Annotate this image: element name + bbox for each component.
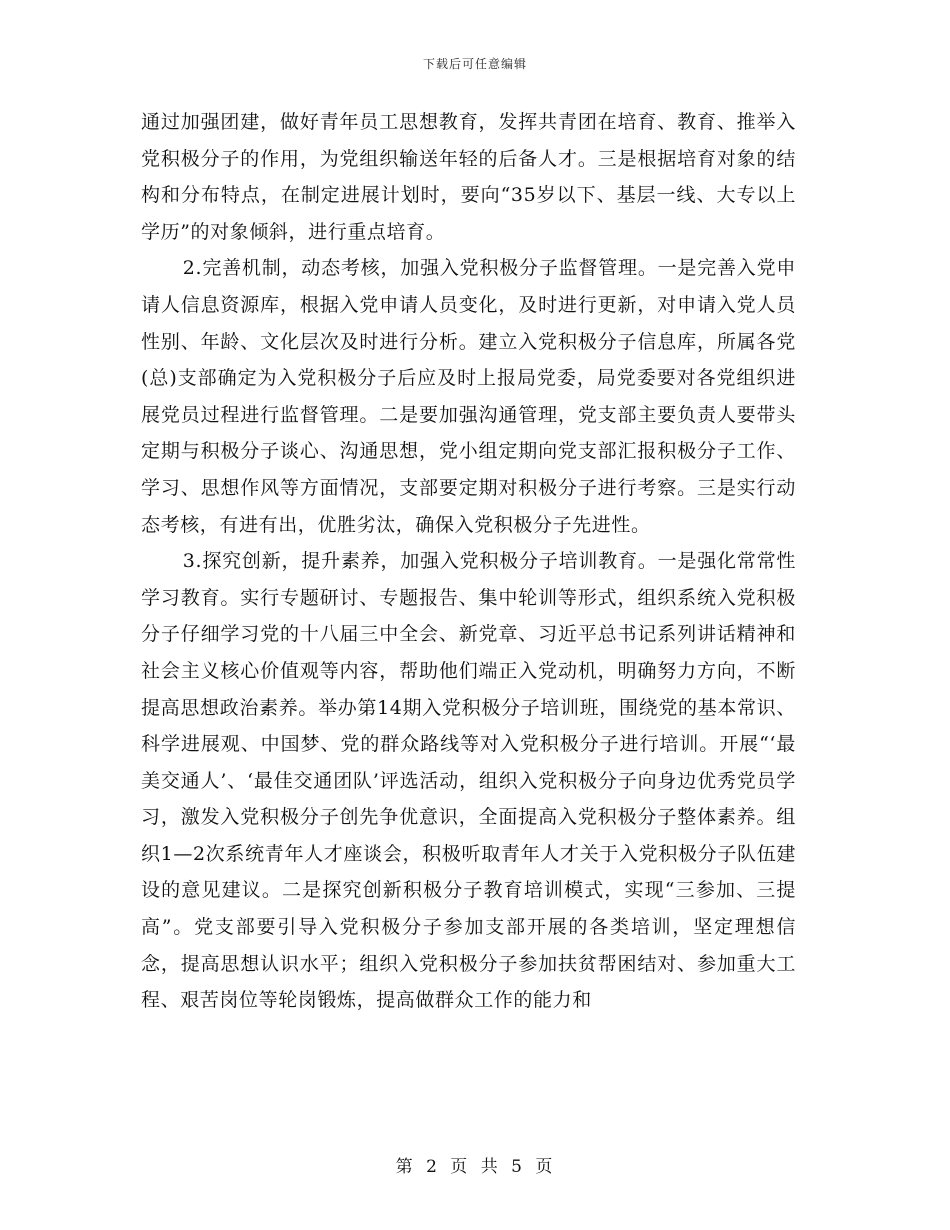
paragraph-2: 2.完善机制，动态考核，加强入党积极分子监督管理。一是完善入党申请人信息资源库，根据入党申请人员变化，及时进行更新，对申请入党人员性别、年龄、文化层次及时进行分析。建立入党积极分子信息库，所属各党(总)支部确定为入党积极分子后应及时上报局党委，局党委要对各党组织进展党员过程进行监督管理。二是要加强沟通管理，党支部主要负责人要带头定期与积极分子谈心、沟通思想，党小组定期向党支部汇报积极分子工作、学习、思想作风等方面情况，支部要定期对积极分子进行考察。三是实行动态考核，有进有出，优胜劣汰，确保入党积极分子先进性。: [141, 257, 796, 536]
page-header: 下载后可任意编辑: [422, 57, 527, 71]
page-footer: [0, 1152, 950, 1177]
footer-label-total: 共: [480, 1157, 500, 1177]
document-body: [141, 104, 796, 1019]
footer-label-page-unit: 页: [450, 1157, 470, 1177]
paragraph-1: 通过加强团建，做好青年员工思想教育，发挥共青团在培育、教育、推举入党积极分子的作用，为党组织输送年轻的后备人才。三是根据培育对象的结构和分布特点，在制定进展计划时，要向“35岁以下、基层一线、大专以上学历”的对象倾斜，进行重点培育。: [141, 111, 796, 243]
footer-label-total-unit: 页: [535, 1157, 555, 1177]
footer-current-page: 2: [426, 1157, 439, 1177]
paragraph-3: 3.探究创新，提升素养，加强入党积极分子培训教育。一是强化常常性学习教育。实行专题研讨、专题报告、集中轮训等形式，组织系统入党积极分子仔细学习党的十八届三中全会、新党章、习近平总书记系列讲话精神和社会主义核心价值观等内容，帮助他们端正入党动机，明确努力方向，不断提高思想政治素养。举办第14期入党积极分子培训班，围绕党的基本常识、科学进展观、中国梦、党的群众路线等对入党积极分子进行培训。开展“‘最美交通人’、‘最佳交通团队’评选活动，组织入党积极分子向身边优秀党员学习，激发入党积极分子创先争优意识，全面提高入党积极分子整体素养。组织1—2次系统青年人才座谈会，积极听取青年人才关于入党积极分子队伍建设的意见建议。二是探究创新积极分子教育培训模式，实现“三参加、三提高”。党支部要引导入党积极分子参加支部开展的各类培训，坚定理想信念，提高思想认识水平；组织入党积极分子参加扶贫帮困结对、参加重大工程、艰苦岗位等轮岗锻炼，提高做群众工作的能力和: [141, 550, 796, 1012]
footer-label-page: 第: [395, 1157, 415, 1177]
footer-total-pages: 5: [511, 1157, 524, 1177]
